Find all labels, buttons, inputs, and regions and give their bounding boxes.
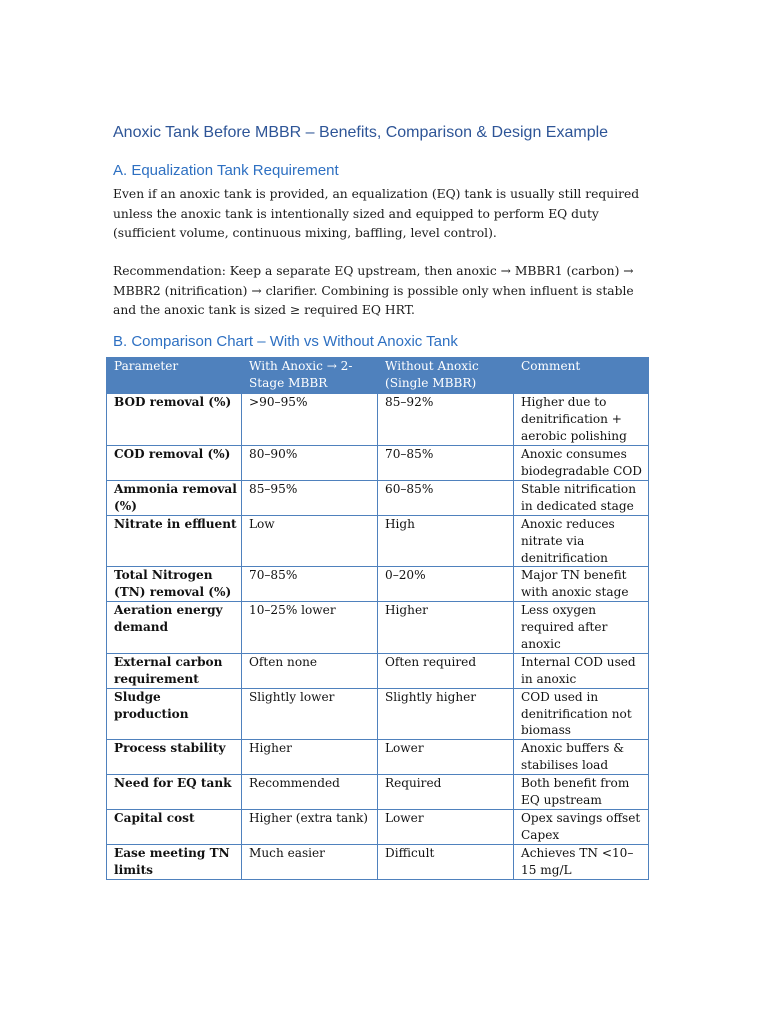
section-a-paragraph-2: Recommendation: Keep a separate EQ upstream, then anoxic → MBBR1 (carbon) → MBBR2 (nitrification) → clarifier. Combining is possible only when influent is stable and the anoxic tank is sized ≥ required EQ HRT. bbox=[113, 264, 634, 317]
with-anoxic-cell: Low bbox=[242, 516, 378, 567]
with-anoxic-cell: Higher bbox=[242, 740, 378, 775]
parameter-cell: BOD removal (%) bbox=[107, 394, 242, 446]
table-row bbox=[107, 602, 649, 653]
table-header-row bbox=[107, 358, 649, 394]
without-anoxic-cell: Slightly higher bbox=[378, 688, 514, 739]
column-header-with-anoxic: With Anoxic → 2-Stage MBBR bbox=[242, 358, 378, 394]
column-header-comment: Comment bbox=[514, 358, 649, 394]
comment-cell: Less oxygen required after anoxic bbox=[514, 602, 649, 653]
column-header-without-anoxic: Without Anoxic (Single MBBR) bbox=[378, 358, 514, 394]
without-anoxic-cell: 70–85% bbox=[378, 446, 514, 481]
document-title: Anoxic Tank Before MBBR – Benefits, Comparison & Design Example bbox=[113, 124, 609, 141]
without-anoxic-cell: 0–20% bbox=[378, 567, 514, 602]
without-anoxic-cell: Often required bbox=[378, 653, 514, 688]
parameter-cell: Ammonia removal (%) bbox=[107, 481, 242, 516]
table-row bbox=[107, 775, 649, 810]
with-anoxic-cell: Much easier bbox=[242, 845, 378, 880]
with-anoxic-cell: Often none bbox=[242, 653, 378, 688]
with-anoxic-cell: 85–95% bbox=[242, 481, 378, 516]
section-a-heading: A. Equalization Tank Requirement bbox=[113, 162, 339, 179]
without-anoxic-cell: Lower bbox=[378, 810, 514, 845]
comment-cell: Major TN benefit with anoxic stage bbox=[514, 567, 649, 602]
table-row bbox=[107, 516, 649, 567]
with-anoxic-cell: 70–85% bbox=[242, 567, 378, 602]
without-anoxic-cell: 85–92% bbox=[378, 394, 514, 446]
comment-cell: Both benefit from EQ upstream bbox=[514, 775, 649, 810]
without-anoxic-cell: High bbox=[378, 516, 514, 567]
comment-cell: Opex savings offset Capex bbox=[514, 810, 649, 845]
comment-cell: COD used in denitrification not biomass bbox=[514, 688, 649, 739]
comment-cell: Stable nitrification in dedicated stage bbox=[514, 481, 649, 516]
table-row bbox=[107, 446, 649, 481]
table-row bbox=[107, 740, 649, 775]
parameter-cell: Total Nitrogen (TN) removal (%) bbox=[107, 567, 242, 602]
without-anoxic-cell: 60–85% bbox=[378, 481, 514, 516]
without-anoxic-cell: Higher bbox=[378, 602, 514, 653]
with-anoxic-cell: Slightly lower bbox=[242, 688, 378, 739]
parameter-cell: Ease meeting TN limits bbox=[107, 845, 242, 880]
comment-cell: Achieves TN <10–15 mg/L bbox=[514, 845, 649, 880]
parameter-cell: Sludge production bbox=[107, 688, 242, 739]
table-row bbox=[107, 810, 649, 845]
parameter-cell: Need for EQ tank bbox=[107, 775, 242, 810]
comment-cell: Anoxic buffers & stabilises load bbox=[514, 740, 649, 775]
parameter-cell: Process stability bbox=[107, 740, 242, 775]
section-b-heading: B. Comparison Chart – With vs Without Anoxic Tank bbox=[113, 333, 458, 350]
table-row bbox=[107, 481, 649, 516]
without-anoxic-cell: Required bbox=[378, 775, 514, 810]
with-anoxic-cell: >90–95% bbox=[242, 394, 378, 446]
comparison-table bbox=[106, 357, 649, 880]
parameter-cell: External carbon requirement bbox=[107, 653, 242, 688]
with-anoxic-cell: Recommended bbox=[242, 775, 378, 810]
comment-cell: Higher due to denitrification + aerobic polishing bbox=[514, 394, 649, 446]
parameter-cell: Aeration energy demand bbox=[107, 602, 242, 653]
parameter-cell: Capital cost bbox=[107, 810, 242, 845]
with-anoxic-cell: 80–90% bbox=[242, 446, 378, 481]
without-anoxic-cell: Lower bbox=[378, 740, 514, 775]
parameter-cell: Nitrate in effluent bbox=[107, 516, 242, 567]
section-a-paragraph-1: Even if an anoxic tank is provided, an equalization (EQ) tank is usually still required unless the anoxic tank is intentionally sized and equipped to perform EQ duty (sufficient volume, continuous mixing, baffling, level control). bbox=[113, 187, 640, 240]
table-row bbox=[107, 653, 649, 688]
table-row bbox=[107, 688, 649, 739]
parameter-cell: COD removal (%) bbox=[107, 446, 242, 481]
comment-cell: Anoxic consumes biodegradable COD bbox=[514, 446, 649, 481]
comment-cell: Internal COD used in anoxic bbox=[514, 653, 649, 688]
column-header-parameter: Parameter bbox=[107, 358, 242, 394]
table-row bbox=[107, 394, 649, 446]
comment-cell: Anoxic reduces nitrate via denitrification bbox=[514, 516, 649, 567]
table-row bbox=[107, 845, 649, 880]
with-anoxic-cell: Higher (extra tank) bbox=[242, 810, 378, 845]
table-row bbox=[107, 567, 649, 602]
with-anoxic-cell: 10–25% lower bbox=[242, 602, 378, 653]
without-anoxic-cell: Difficult bbox=[378, 845, 514, 880]
